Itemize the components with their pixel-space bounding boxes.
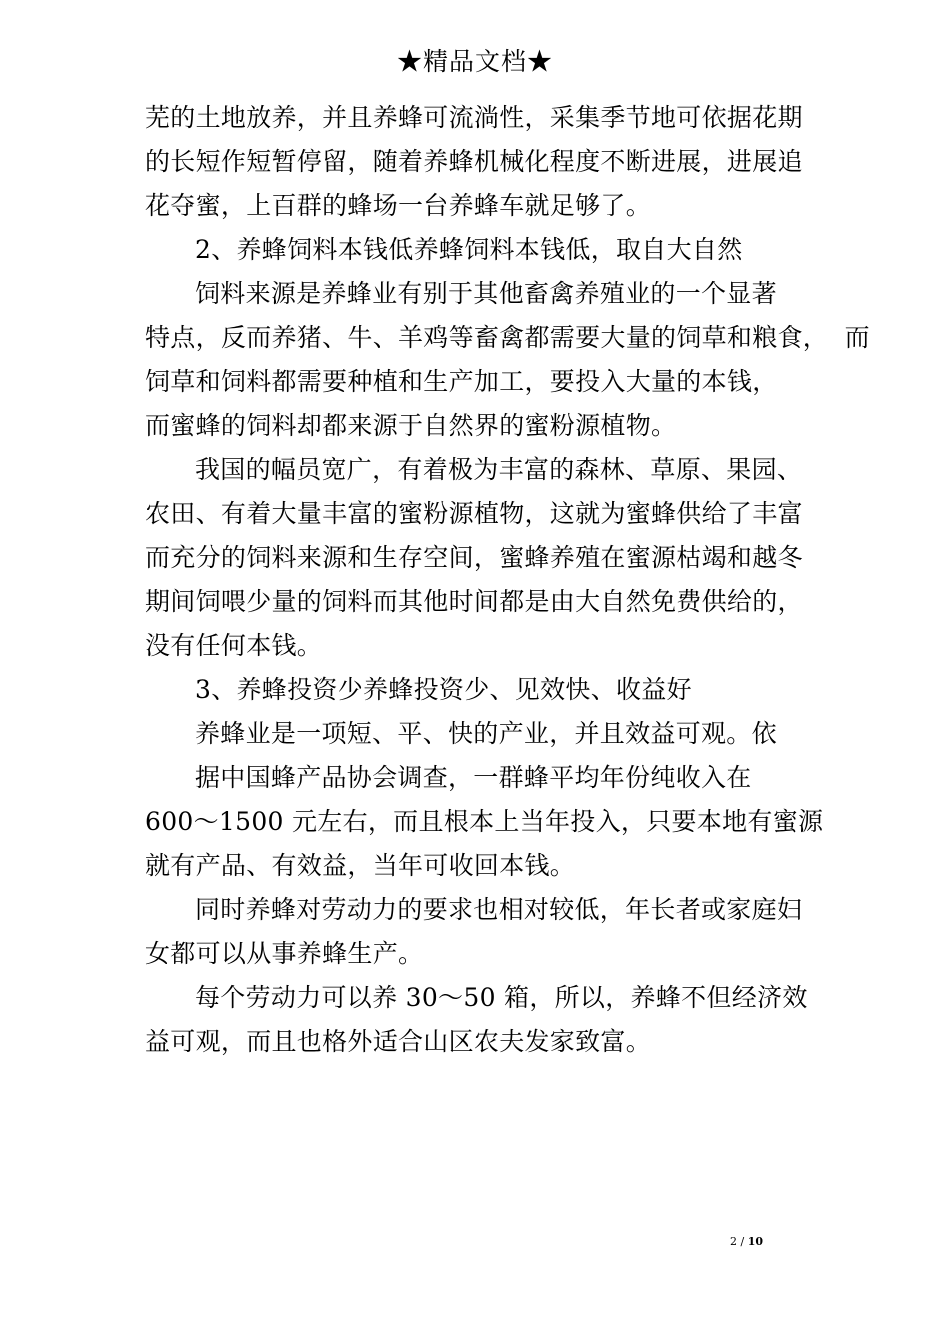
text-line: 农田、有着大量丰富的蜜粉源植物，这就为蜜蜂供给了丰富 [145, 499, 803, 528]
text-line: 而蜜蜂的饲料却都来源于自然界的蜜粉源植物。 [145, 411, 677, 440]
text-line: 而充分的饲料来源和生存空间，蜜蜂养殖在蜜源枯竭和越冬 [145, 543, 803, 572]
text-line: 每个劳动力可以养 30～50 箱，所以，养蜂不但经济效 [195, 983, 808, 1012]
text-line: 益可观，而且也格外适合山区农夫发家致富。 [145, 1027, 652, 1056]
text-line: 期间饲喂少量的饲料而其他时间都是由大自然免费供给的， [145, 587, 803, 616]
text-line: 养蜂业是一项短、平、快的产业，并且效益可观。依 [195, 719, 777, 748]
text-line: 特点，反而养猪、牛、羊鸡等畜禽都需要大量的饲草和粮食， 而 [145, 323, 870, 352]
section-heading: 2、养蜂饲料本钱低养蜂饲料本钱低，取自大自然 [195, 235, 743, 264]
page-header: ★精品文档★ [396, 47, 553, 76]
total-pages: 10 [747, 1235, 764, 1248]
page-number [730, 1234, 763, 1250]
text-line: 芜的土地放养，并且养蜂可流淌性，采集季节地可依据花期 [145, 103, 803, 132]
text-line: 没有任何本钱。 [145, 631, 323, 660]
text-line: 据中国蜂产品协会调查，一群蜂平均年份纯收入在 [195, 763, 752, 792]
text-line: 的长短作短暂停留，随着养蜂机械化程度不断进展，进展追 [145, 147, 803, 176]
text-line: 女都可以从事养蜂生产。 [145, 939, 424, 968]
document-body [145, 96, 870, 1064]
text-line: 同时养蜂对劳动力的要求也相对较低，年长者或家庭妇 [195, 895, 803, 924]
section-heading: 3、养蜂投资少养蜂投资少、见效快、收益好 [195, 675, 692, 704]
text-line: 600～1500 元左右，而且根本上当年投入，只要本地有蜜源 [145, 807, 824, 836]
current-page: 2 [730, 1235, 737, 1248]
page-separator: / [740, 1235, 745, 1248]
text-line: 花夺蜜，上百群的蜂场一台养蜂车就足够了。 [145, 191, 652, 220]
text-line: 我国的幅员宽广，有着极为丰富的森林、草原、果园、 [195, 455, 803, 484]
text-line: 饲草和饲料都需要种植和生产加工，要投入大量的本钱， [145, 367, 778, 396]
text-line: 就有产品、有效益，当年可收回本钱。 [145, 851, 576, 880]
text-line: 饲料来源是养蜂业有别于其他畜禽养殖业的一个显著 [195, 279, 777, 308]
